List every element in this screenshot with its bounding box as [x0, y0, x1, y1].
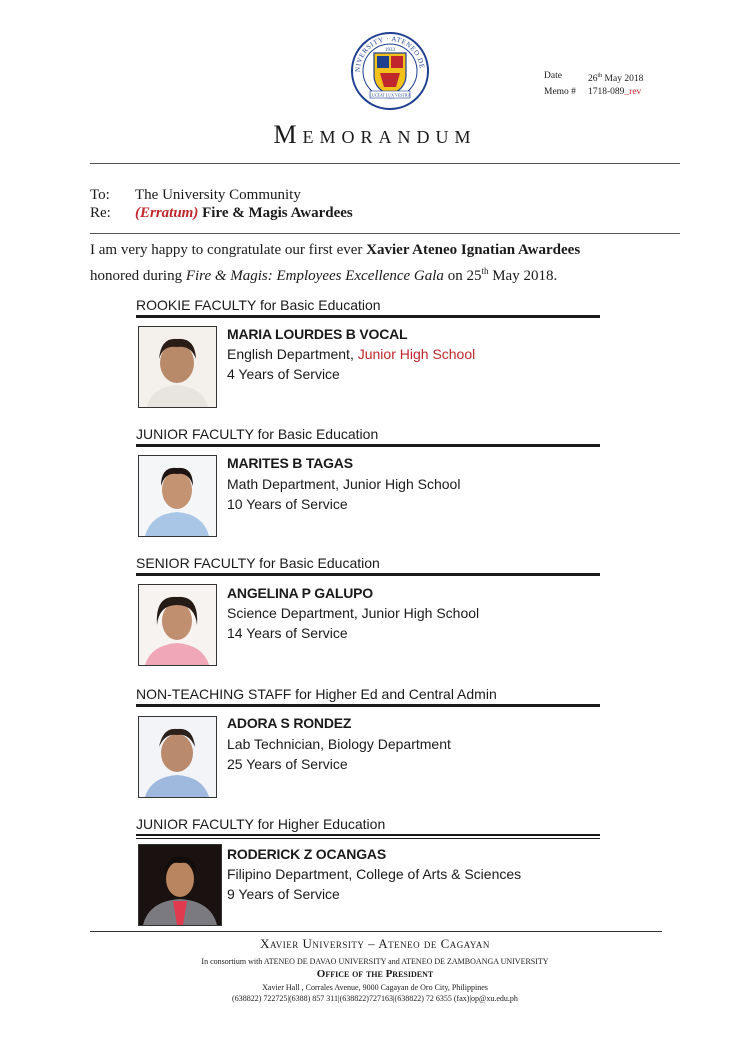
title-divider: [90, 163, 680, 164]
awardee-department: Filipino Department, College of Arts & Sciences: [227, 866, 522, 882]
category-divider: [136, 444, 600, 447]
university-seal-icon: [350, 27, 430, 115]
awardee-department: English Department, Junior High School: [227, 346, 476, 362]
awardee-name: MARIA LOURDES B VOCAL: [227, 326, 408, 342]
footer-address: Xavier Hall , Corrales Avenue, 9000 Cagayan de Oro City, Philippines: [262, 983, 488, 992]
portrait-icon: [139, 456, 216, 536]
award-category: SENIOR FACULTY for Basic Education: [136, 555, 380, 571]
awardee-name: RODERICK Z OCANGAS: [227, 846, 386, 862]
header-divider: [90, 233, 680, 234]
memo-label: Memo #: [544, 87, 576, 98]
awardee-service: 10 Years of Service: [227, 496, 348, 512]
award-category: JUNIOR FACULTY for Higher Education: [136, 816, 386, 832]
awardee-photo: [138, 584, 217, 666]
awardee-name: ANGELINA P GALUPO: [227, 585, 373, 601]
awardees-name: Xavier Ateneo Ignatian Awardees: [366, 242, 581, 258]
seal-ring-text: NIVERSITY · ATENEO DE: [353, 34, 426, 73]
to-value: The University Community: [135, 187, 301, 203]
memo-number: 1718-089_rev: [588, 87, 642, 98]
to-line: To: The University Community: [90, 187, 301, 203]
award-category: ROOKIE FACULTY for Basic Education: [136, 297, 381, 313]
footer-divider: [90, 931, 662, 932]
memo-title: Memorandum: [273, 120, 477, 149]
footer-university: Xavier University – Ateneo de Cagayan: [260, 936, 490, 951]
awardee-photo: [138, 844, 222, 926]
university-seal: [350, 27, 430, 115]
category-divider: [136, 704, 600, 707]
awardee-service: 9 Years of Service: [227, 886, 340, 902]
category-divider: [136, 315, 600, 318]
date-label: Date: [544, 71, 562, 81]
awardee-photo: [138, 716, 217, 798]
awardee-service: 25 Years of Service: [227, 756, 348, 772]
date-value: 26th May 2018: [588, 73, 644, 85]
portrait-icon: [139, 585, 216, 665]
category-divider: [136, 834, 600, 839]
footer-office: Office of the President: [316, 968, 434, 980]
memo-rev: _rev: [624, 87, 642, 98]
date-row: [544, 70, 643, 86]
awardee-department: Math Department, Junior High School: [227, 476, 461, 492]
award-category: NON-TEACHING STAFF for Higher Ed and Central Admin: [136, 686, 497, 702]
awardee-name: MARITES B TAGAS: [227, 455, 353, 471]
awardee-service: 14 Years of Service: [227, 625, 348, 641]
erratum-label: (Erratum): [135, 205, 199, 221]
intro-paragraph: I am very happy to congratulate our first ever Xavier Ateneo Ignatian Awardees honored during Fire & Magis: Employees Excellence Gala on 25th May 2018.: [90, 242, 581, 284]
seal-year: 1933: [385, 48, 395, 53]
awardee-department: Lab Technician, Biology Department: [227, 736, 451, 752]
gala-name: Fire & Magis: Employees Excellence Gala: [185, 268, 444, 284]
re-line: Re: (Erratum) Fire & Magis Awardees: [90, 205, 353, 221]
portrait-icon: [139, 327, 216, 407]
award-category: JUNIOR FACULTY for Basic Education: [136, 426, 379, 442]
category-divider: [136, 573, 600, 576]
awardee-photo: [138, 326, 217, 408]
memo-meta: [544, 70, 643, 99]
awardee-name: ADORA S RONDEZ: [227, 715, 352, 731]
footer-contact: (638822) 722725|(6388) 857 311|(638822)727163|(638822) 72 6355 (fax)|op@xu.edu.ph: [232, 994, 518, 1003]
re-value: Fire & Magis Awardees: [198, 205, 353, 221]
awardee-service: 4 Years of Service: [227, 366, 340, 382]
memo-row: [544, 86, 643, 99]
awardee-department: Science Department, Junior High School: [227, 605, 480, 621]
awardee-photo: [138, 455, 217, 537]
seal-banner: LUCEAT LUX VESTRA: [369, 92, 411, 98]
footer-consortium: In consortium with ATENEO DE DAVAO UNIVERSITY and ATENEO DE ZAMBOANGA UNIVERSITY: [201, 957, 549, 966]
portrait-icon: [139, 717, 216, 797]
portrait-icon: [139, 845, 221, 925]
